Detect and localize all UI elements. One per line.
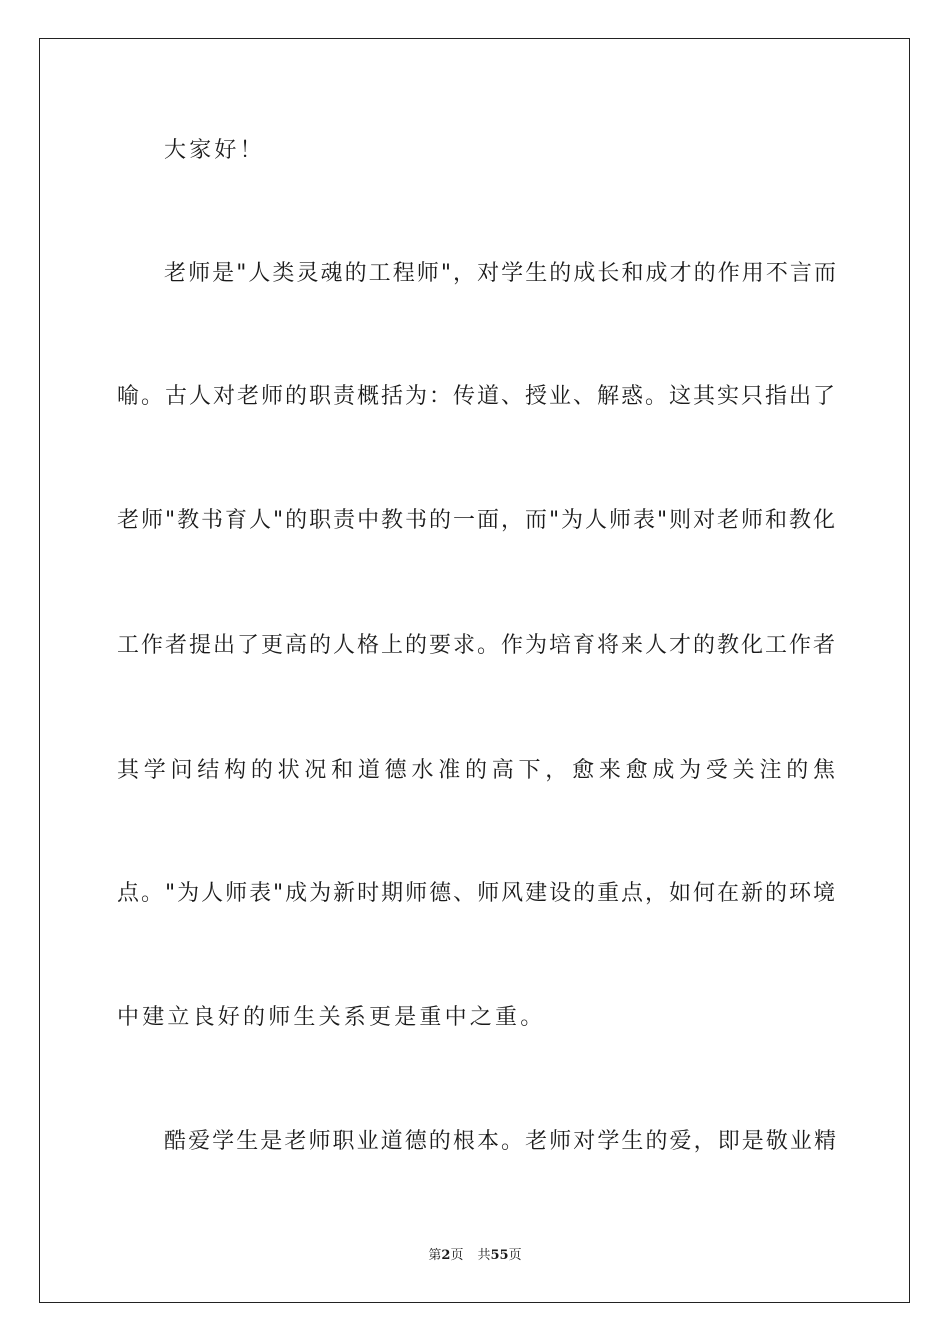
- paragraph-2-line-1: 酷爱学生是老师职业道德的根本。老师对学生的爱，即是敬业精: [164, 1129, 836, 1154]
- page-prefix: 第: [428, 1248, 442, 1263]
- paragraph-1-line-2: 喻。古人对老师的职责概括为：传道、授业、解惑。这其实只指出了: [117, 384, 835, 409]
- paragraph-1-line-3: 老师"教书育人"的职责中教书的一面，而"为人师表"则对老师和教化: [117, 508, 835, 533]
- greeting-line: 大家好！: [164, 138, 265, 163]
- paragraph-1-line-7: 中建立良好的师生关系更是重中之重。: [117, 1005, 546, 1030]
- paragraph-1-line-1: 老师是"人类灵魂的工程师"，对学生的成长和成才的作用不言而: [164, 261, 836, 286]
- total-pages: 55: [490, 1248, 509, 1263]
- paragraph-1-line-4: 工作者提出了更高的人格上的要求。作为培育将来人才的教化工作者: [117, 633, 835, 658]
- page-suffix: 页: [450, 1248, 464, 1263]
- total-suffix: 页: [508, 1248, 522, 1263]
- total-prefix: 共: [477, 1248, 491, 1263]
- paragraph-1-line-5: 其学问结构的状况和道德水准的高下，愈来愈成为受关注的焦: [117, 758, 835, 783]
- page-number: 2: [441, 1248, 451, 1263]
- page-frame: [39, 38, 910, 1303]
- page-footer: [0, 1247, 950, 1265]
- paragraph-1-line-6: 点。"为人师表"成为新时期师德、师风建设的重点，如何在新的环境: [117, 881, 835, 906]
